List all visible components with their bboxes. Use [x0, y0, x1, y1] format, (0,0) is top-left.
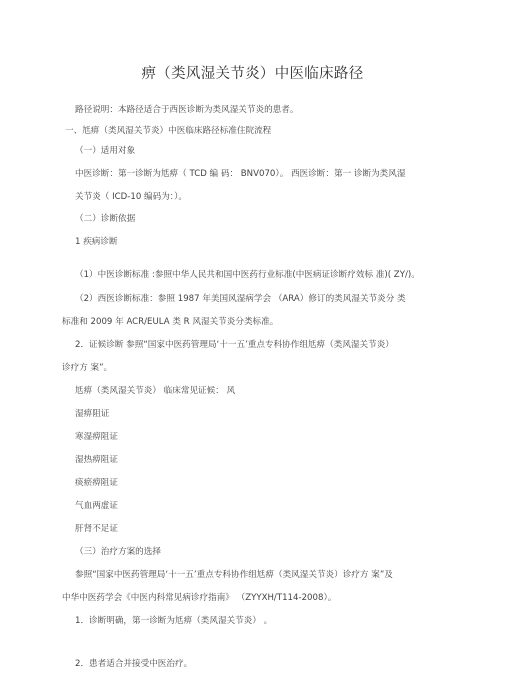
text-line: 1 疾病诊断 — [75, 237, 118, 247]
text-line: 中医诊断：第一诊断为尪痹（ TCD 编 码： BNV070）。 西医诊断：第一 诊断为类风湿 — [75, 169, 406, 179]
text-line: 一、尪痹（类风湿关节炎）中医临床路径标准住院流程 — [65, 126, 272, 136]
text-line: 路径说明：本路径适合于西医诊断为类风湿关节炎的患者。 — [75, 105, 299, 115]
text-line: 标准和 2009 年 ACR/EULA 类 R 风湿关节炎分类标准。 — [62, 317, 279, 327]
text-line: 寒湿痹阻证 — [75, 432, 118, 442]
text-line: （2）西医诊断标准：参照 1987 年美国风湿病学会 （ARA）修订的类风湿关节炎分 类 — [75, 294, 406, 304]
text-line: 尪痹（类风湿关节炎） 临床常见证候： 风 — [75, 386, 236, 396]
text-line: （二）诊断依据 — [75, 214, 136, 224]
text-line: 气血两虚证 — [75, 501, 118, 511]
text-line: 关节炎（ ICD-10 编码为：）。 — [75, 192, 187, 202]
text-line: 2．证候诊断 参照“国家中医药管理局‘十一五’重点专科协作组尪痹（类风湿关节炎） — [75, 340, 394, 350]
text-line: 诊疗方 案”。 — [62, 363, 113, 373]
text-line: 湿热痹阻证 — [75, 455, 118, 465]
text-line: 2．患者适合并接受中医治疗。 — [75, 659, 193, 669]
text-line: 痰瘀痹阻证 — [75, 478, 118, 488]
document-title: 痹（类风湿关节炎）中医临床路径 — [141, 66, 364, 82]
text-line: 参照“国家中医药管理局‘十一五’重点专科协作组尪痹（类风湿关节炎）诊疗方 案”及 — [75, 570, 393, 580]
text-line: 中华中医药学会《中医内科常见病诊疗指南》 （ZYYXH/T114-2008）。 — [62, 593, 337, 603]
text-line: （1）中医诊断标准 :参照中华人民共和国中医药行业标准(中医病证诊断疗效标 准)( ZY/)。 — [75, 270, 420, 280]
text-line: （一）适用对象 — [75, 146, 136, 156]
text-line: 湿痹阻证 — [75, 409, 110, 419]
text-line: （三）治疗方案的选择 — [75, 547, 161, 557]
text-line: 肝肾不足证 — [75, 524, 118, 534]
text-line: 1．诊断明确，第一诊断为尪痹（类风湿关节炎） 。 — [75, 616, 273, 626]
